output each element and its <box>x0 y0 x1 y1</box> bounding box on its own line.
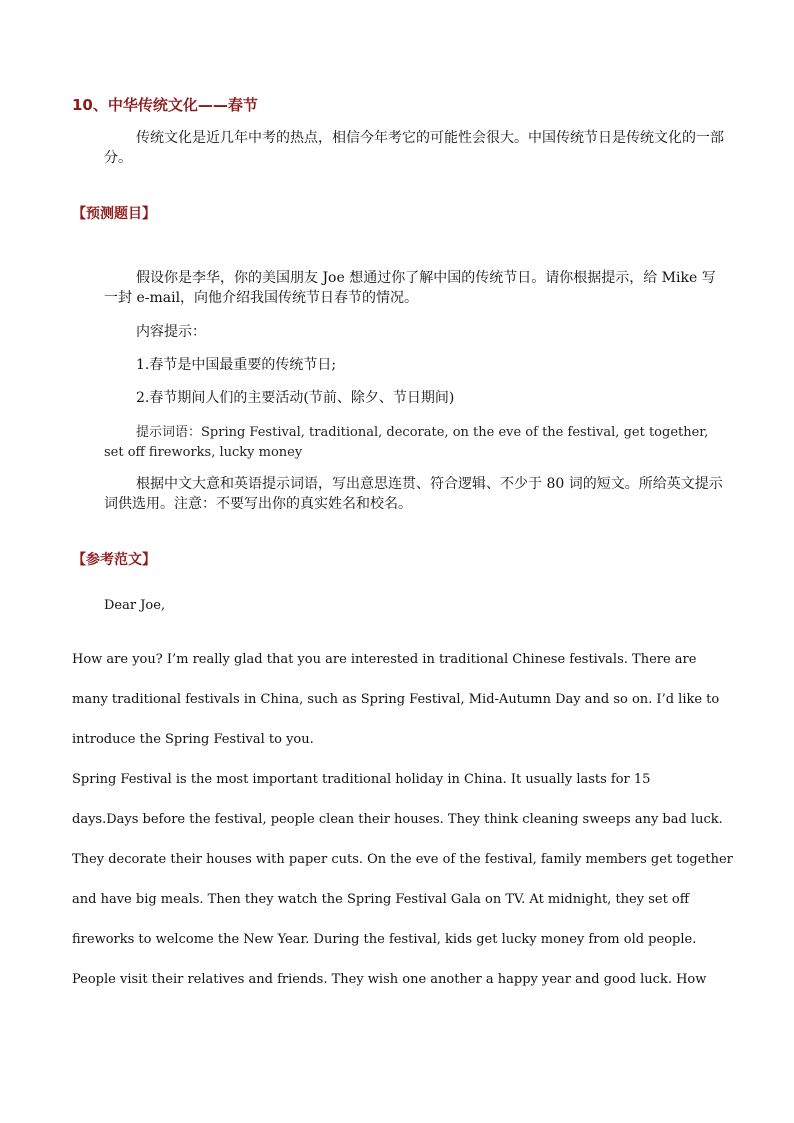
letter-line: They decorate their houses with paper cuts. On the eve of the festival, family members get together <box>72 852 733 867</box>
intro-paragraph: 传统文化是近几年中考的热点，相信今年考它的可能性会很大。中国传统节日是传统文化的一部分。 <box>104 130 724 166</box>
predict-question-label: 【预测题目】 <box>72 206 156 222</box>
letter-line: How are you? I’m really glad that you are interested in traditional Chinese festivals. There are <box>72 652 697 667</box>
letter-line: days.Days before the festival, people clean their houses. They think cleaning sweeps any bad luck. <box>72 812 723 827</box>
hint-item-1: 1.春节是中国最重要的传统节日; <box>136 357 337 373</box>
letter-line: introduce the Spring Festival to you. <box>72 732 314 747</box>
sample-essay-label: 【参考范文】 <box>72 552 156 568</box>
letter-line: many traditional festivals in China, such as Spring Festival, Mid-Autumn Day and so on. I’d like to <box>72 692 720 707</box>
writing-requirement: 根据中文大意和英语提示词语，写出意思连贯、符合逻辑、不少于 80 词的短文。所给英文提示词供选用。注意：不要写出你的真实姓名和校名。 <box>104 476 723 512</box>
task-prompt: 假设你是李华，你的美国朋友 Joe 想通过你了解中国的传统节日。请你根据提示，给 Mike 写一封 e-mail，向他介绍我国传统节日春节的情况。 <box>104 270 716 306</box>
letter-line: and have big meals. Then they watch the Spring Festival Gala on TV. At midnight, they set off <box>72 892 689 907</box>
hint-item-2: 2.春节期间人们的主要活动(节前、除夕、节日期间) <box>136 390 455 406</box>
letter-greeting: Dear Joe, <box>104 598 166 613</box>
letter-line: fireworks to welcome the New Year. During the festival, kids get lucky money from old people. <box>72 932 697 947</box>
hint-title: 内容提示： <box>136 324 206 340</box>
section-heading: 10、中华传统文化——春节 <box>72 96 258 114</box>
letter-line: People visit their relatives and friends. They wish one another a happy year and good luck. How <box>72 972 707 987</box>
letter-line: Spring Festival is the most important traditional holiday in China. It usually lasts for 15 <box>72 772 651 787</box>
keyword-hints: 提示词语：Spring Festival, traditional, decorate, on the eve of the festival, get together, set off fireworks, lucky money <box>104 425 709 460</box>
